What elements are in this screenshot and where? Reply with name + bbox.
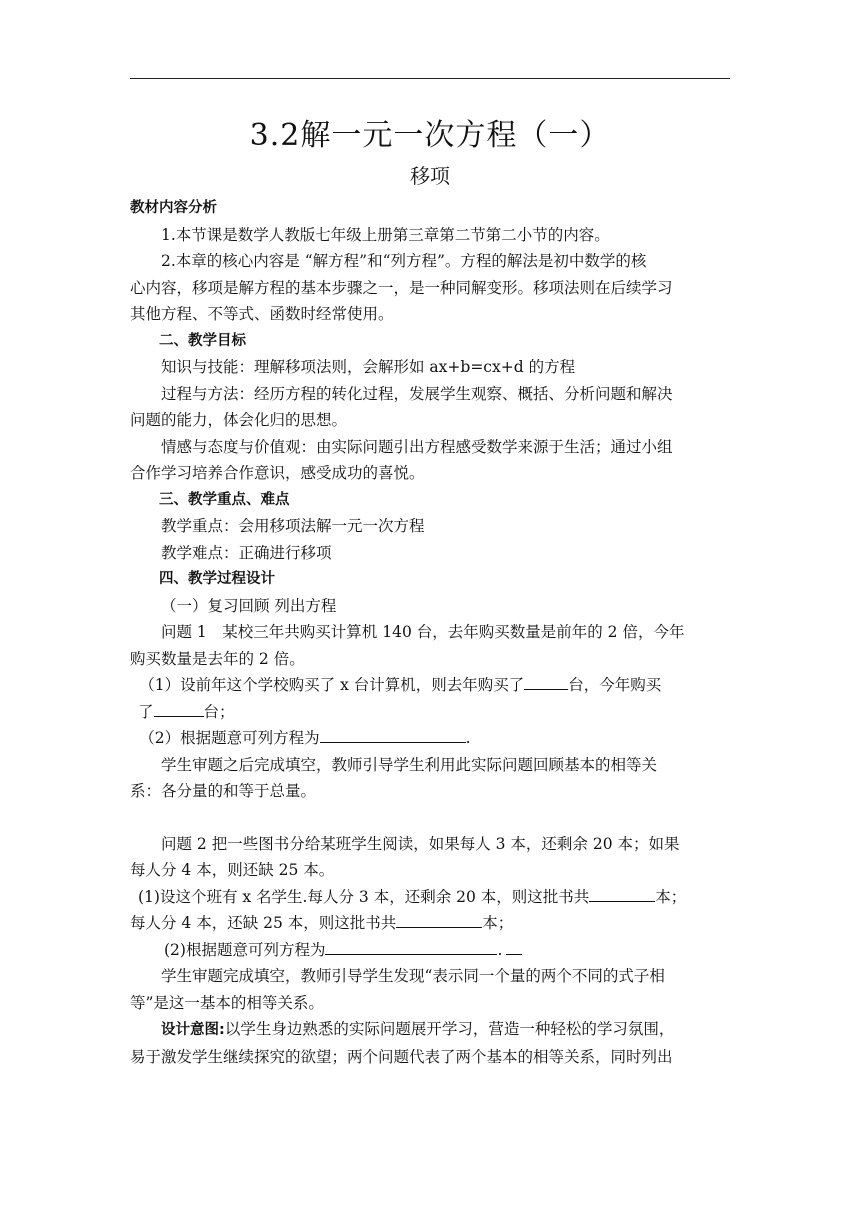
- spacer: [130, 805, 730, 831]
- fill-blank: [320, 727, 466, 744]
- question-1-part-1: （1）设前年这个学校购买了 x 台计算机，则去年购买了 台，今年购买 了 台；: [130, 672, 730, 725]
- page-subtitle: 移项: [410, 164, 450, 188]
- header-rule: [130, 78, 730, 79]
- fill-blank: [524, 674, 568, 691]
- paragraph: 过程与方法：经历方程的转化过程，发展学生观察、概括、分析问题和解决 问题的能力，体会化归的思想。: [130, 384, 673, 429]
- question-2-part-2: (2)根据题意可列方程为 .: [130, 937, 730, 964]
- paragraph: 1.本节课是数学人教版七年级上册第三章第二节第二小节的内容。: [161, 225, 610, 244]
- fill-blank: [589, 885, 655, 902]
- section-heading-process: 四、教学过程设计: [159, 571, 275, 587]
- question-1-part-2: （2）根据题意可列方程为 .: [130, 725, 730, 752]
- subsection-heading: （一）复习回顾 列出方程: [161, 596, 337, 615]
- document-body: [130, 195, 730, 1070]
- section-heading-analysis: 教材内容分析: [130, 200, 217, 216]
- fill-blank: [396, 912, 482, 929]
- design-intent: 设计意图:以学生身边熟悉的实际问题展开学习，营造一种轻松的学习氛围， 易于激发学生继续探究的欲望；两个问题代表了两个基本的相等关系，同时列出: [130, 1020, 675, 1066]
- question-1: 问题 1 某校三年共购买计算机 140 台，去年购买数量是前年的 2 倍，今年 购买数量是去年的 2 倍。: [130, 623, 685, 668]
- paragraph: 教学难点：正确进行移项: [161, 543, 332, 562]
- section-heading-goals: 二、教学目标: [159, 332, 246, 349]
- paragraph: 2.本章的核心内容是 “解方程”和“列方程”。方程的解法是初中数学的核 心内容，移项是解方程的基本步骤之一，是一种同解变形。移项法则在后续学习 其他方程、不等式、函数时经常使用。: [130, 252, 673, 323]
- design-intent-label: 设计意图:: [161, 1022, 225, 1038]
- question-2: 问题 2 把一些图书分给某班学生阅读，如果每人 3 本，还剩余 20 本；如果 每人分 4 本，则还缺 25 本。: [130, 834, 680, 879]
- paragraph: 教学重点：会用移项法解一元一次方程: [161, 517, 425, 535]
- paragraph: 知识与技能：理解移项法则，会解形如 ax+b=cx+d 的方程: [161, 358, 576, 376]
- fill-blank: [325, 938, 497, 955]
- section-heading-focus: 三、教学重点、难点: [159, 491, 290, 508]
- fill-blank: [506, 938, 522, 955]
- paragraph: 学生审题完成填空，教师引导学生发现“表示同一个量的两个不同的式子相 等”是这一基本的相等关系。: [130, 967, 665, 1012]
- paragraph: 情感与态度与价值观：由实际问题引出方程感受数学来源于生活；通过小组 合作学习培养合作意识，感受成功的喜悦。: [130, 437, 673, 482]
- page-title: 3.2解一元一次方程（一）: [249, 118, 611, 153]
- fill-blank: [154, 700, 204, 717]
- question-2-part-1: (1)设这个班有 x 名学生.每人分 3 本，还剩余 20 本，则这批书共 本； 每人分 4 本，还缺 25 本，则这批书共 本；: [130, 884, 730, 937]
- paragraph: 学生审题之后完成填空，教师引导学生利用此实际问题回顾基本的相等关 系：各分量的和等于总量。: [130, 755, 658, 800]
